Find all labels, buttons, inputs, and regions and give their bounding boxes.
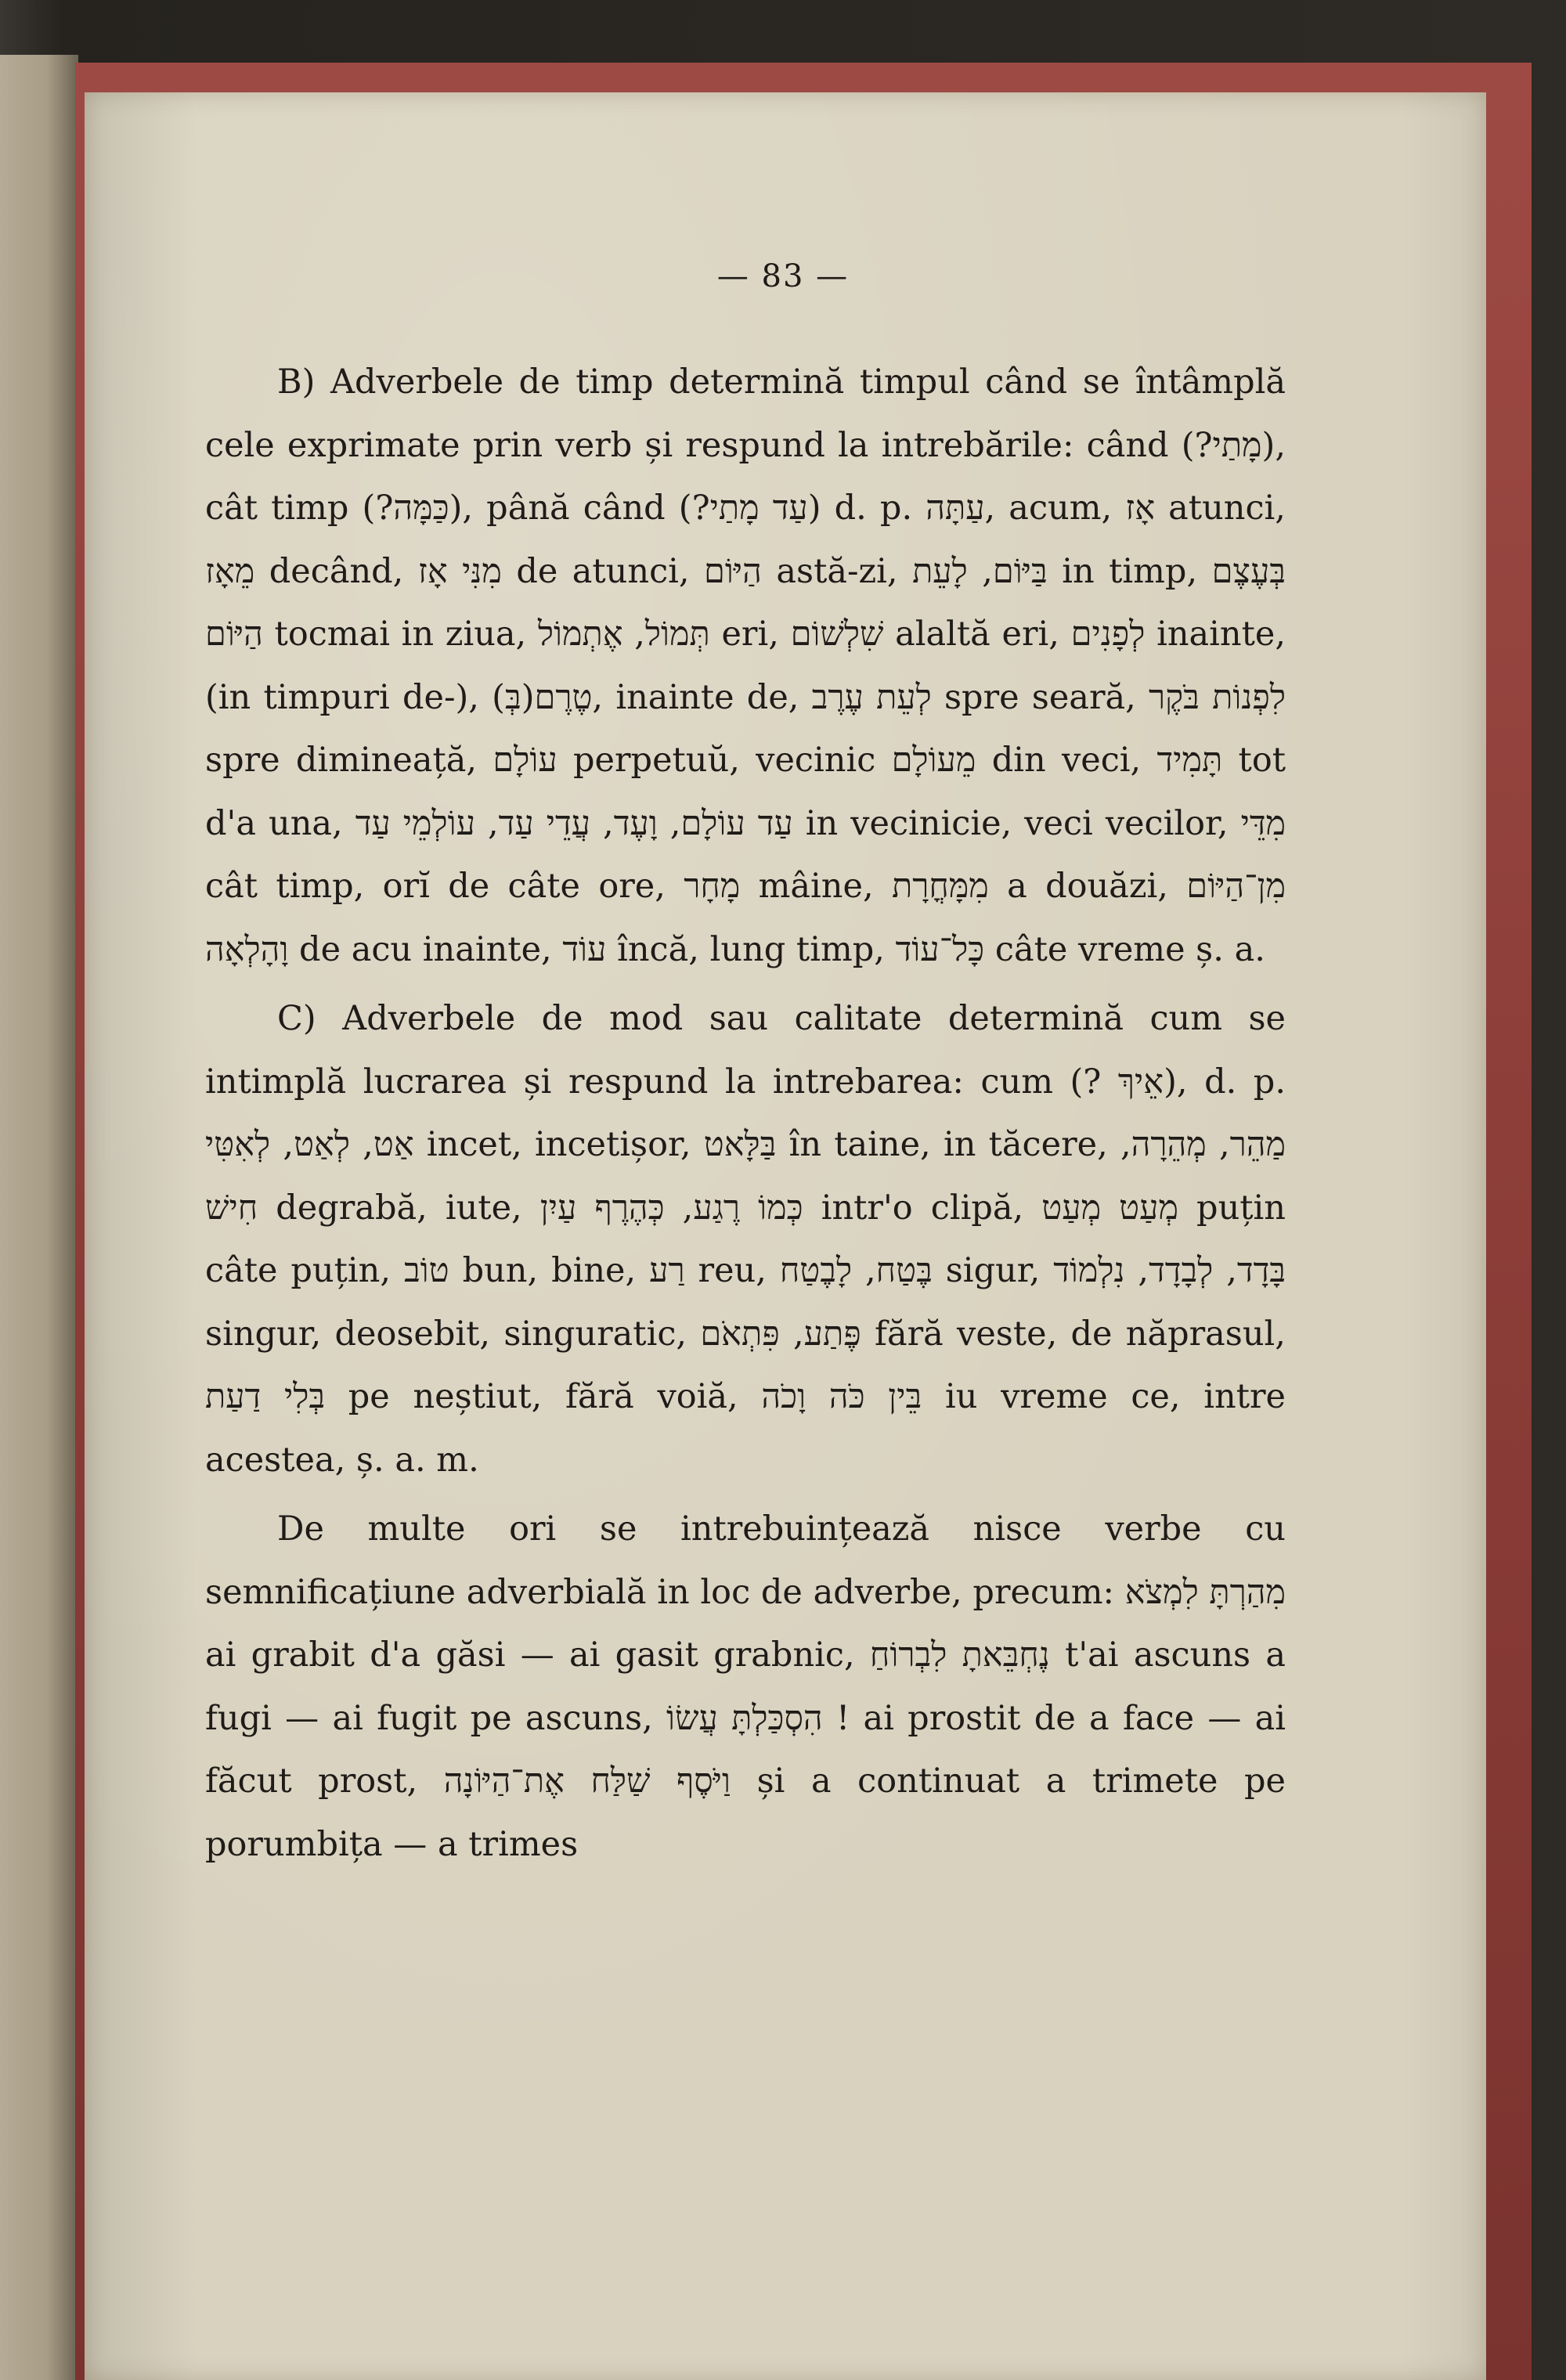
page-number: — 83 — [716,258,850,294]
paragraph-adverbs-manner: C) Adverbele de mod sau calitate determină cum se intimplă lucrarea și respund la intrebarea: cum (? אֵיךְ), d. p. אַט, לְאַט, לְאִטִּי incet, incetișor, בַּלָּאט în taine, in tăcere, מַהֵר, מְהֵרָה, חִישׁ degrabă, iute, כְּמוֹ רֶגַע, כְּהֶרֶף עַיִן intr'o clipă, מְעַט מְעַט puțin câte puțin, טוֹב bun, bine, רַע reu, בֶּטַח, לָבֶטַח sigur, בָּדָד, לְבָדָד, נִלְמוֹד singur, deosebit, singuratic, פֶּתַע, פִּתְאֹם fără veste, de năprasul, בְּלִי דַעַת pe neștiut, fără voiă, בֵּין כֹּה וָכֹה iu vreme ce, intre acestea, ș. a. m. [205,999,1286,1480]
paragraph-adverbial-verbs: De multe ori se intrebuințează nisce verbe cu semnificațiune adverbială in loc de adverbe, precum: מִהַרְתָּ לִמְצֹא ai grabit d'a găsi — ai gasit grabnic, נֶחְבֵּאתָ לִבְרוֹחַ t'ai ascuns a fugi — ai fugit pe ascuns, הִסְכַּלְתָּ עֲשׂוֹ ! ai prostit de a face — ai făcut prost, וַיֹּסֶף שַׁלַּח אֶת־הַיּוֹנָה și a continuat a trimete pe porumbița — a trimes [205,1509,1286,1864]
paragraph-adverbs-time: B) Adverbele de timp determină timpul când se întâmplă cele exprimate prin verb și respund la intrebările: când (?מָתַי), cât timp (?כַּמָּה), până când (?עַד מָתַי) d. p. עַתָּה, acum, אָז atunci, מֵאָז decând, מִנִּי אָז de atunci, הַיּוֹם astă-zi, בַּיּוֹם, לָעֵת in timp, בְּעֶצֶם הַיּוֹם tocmai in ziua, תְּמוֹל, אֶתְמוֹל eri, שִׁלְשׁוֹם alaltă eri, לְפָנִים inainte, (in timpuri de-), (בְּ)טֶרֶם, inainte de, לְעֵת עֶרֶב spre seară, לִפְנוֹת בֹּקֶר spre dimineață, עוֹלָם perpetuŭ, vecinic מֵעוֹלָם din veci, תָּמִיד tot d'a una, עַד עוֹלָם, וָעֶד, עֲדֵי עַד, עוֹלְמֵי עַד in vecinicie, veci vecilor, מִדֵּי cât timp, orĭ de câte ore, מָחָר mâine, מִמָּחֳרָת a douăzi, מִן־הַיּוֹם וָהָלְאָה de acu inainte, עוֹד încă, lung timp, כָּל־עוֹד câte vreme ș. a. [205,362,1286,969]
previous-page-edge [0,55,78,2380]
page-text [205,351,1286,1876]
